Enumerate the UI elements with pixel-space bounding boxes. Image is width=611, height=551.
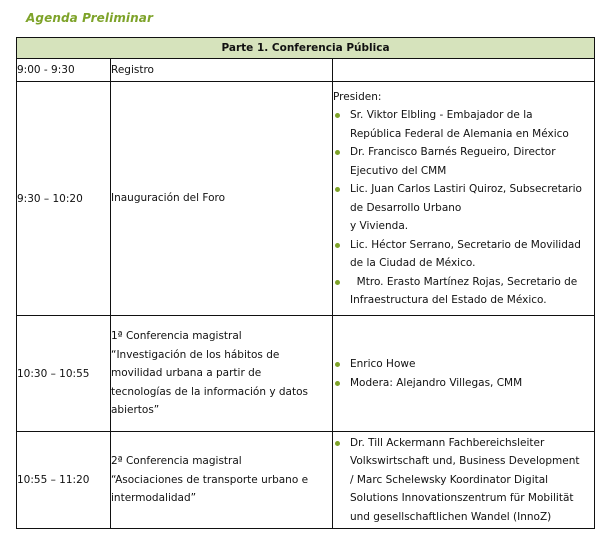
session-cell [111, 316, 333, 432]
bullet-line [333, 291, 594, 310]
document-title: Agenda Preliminar [26, 11, 154, 25]
table-row [17, 432, 595, 529]
bullet-text: Sr. Viktor Elbling - Embajador de la [350, 109, 533, 121]
session-cell [111, 59, 333, 82]
bullet-text: Mtro. Erasto Martínez Rojas, Secretario de [350, 275, 578, 288]
bullet-text: Modera: Alejandro Villegas, CMM [350, 376, 523, 389]
bullet-text: de la Ciudad de México. [350, 257, 476, 269]
session-cell [111, 432, 333, 529]
bullet-text: de Desarrollo Urbano [350, 201, 462, 214]
time-cell [17, 82, 111, 316]
session-line: Inauguración del Foro [111, 192, 225, 205]
bullet-dot-icon [335, 280, 340, 285]
time-cell [17, 432, 111, 529]
details-cell [333, 432, 595, 529]
bullet-line [333, 162, 594, 181]
bullet-line [333, 199, 594, 218]
bullet-line [333, 508, 594, 527]
session-line: “Investigación de los hábitos de [111, 348, 280, 361]
session-line: 1ª Conferencia magistral [111, 330, 242, 343]
session-cell [111, 82, 333, 316]
bullet-text: Ejecutivo del CMM [350, 164, 447, 177]
session-line: abiertos” [111, 404, 160, 417]
bullet-dot-icon [335, 243, 340, 248]
presiden-label: Presiden: [333, 90, 382, 103]
time-slot: 10:55 – 11:20 [17, 474, 90, 486]
bullet-text: Solutions Innovationszentrum für Mobilität [350, 492, 574, 505]
bullet-dot-icon [335, 381, 340, 386]
session-line: Registro [111, 63, 154, 76]
time-cell [17, 316, 111, 432]
bullet-line [333, 273, 594, 292]
table-row [17, 82, 595, 316]
time-slot: 9:30 – 10:20 [17, 192, 83, 205]
bullet-text: y Vivienda. [350, 220, 409, 232]
bullet-text: República Federal de Alemania en México [350, 127, 569, 140]
table-header: Parte 1. Conferencia Pública [17, 38, 595, 59]
bullet-list [333, 106, 594, 310]
session-line: 2ª Conferencia magistral [111, 455, 242, 468]
bullet-list [333, 434, 594, 527]
table-row [17, 316, 595, 432]
bullet-dot-icon [335, 362, 340, 367]
session-line: “Asociaciones de transporte urbano e [111, 473, 309, 486]
bullet-text: / Marc Schelewsky Koordinator Digital [350, 473, 549, 486]
bullet-text: Enrico Howe [350, 358, 416, 370]
bullet-text: Dr. Till Ackermann Fachbereichsleiter [350, 436, 545, 449]
bullet-line [333, 374, 594, 393]
details-cell [333, 316, 595, 432]
bullet-dot-icon [335, 441, 340, 446]
bullet-line [333, 254, 594, 273]
bullet-line [333, 143, 594, 162]
bullet-text: und gesellschaftlichen Wandel (InnoZ) [350, 510, 552, 523]
time-slot: 9:00 - 9:30 [17, 64, 75, 76]
bullet-line [333, 471, 594, 490]
bullet-line [333, 217, 594, 236]
bullet-line [333, 489, 594, 508]
bullet-line [333, 236, 594, 255]
session-line: tecnologías de la información y datos [111, 385, 309, 398]
bullet-dot-icon [335, 187, 340, 192]
bullet-line [333, 106, 594, 125]
bullet-line [333, 355, 594, 374]
bullet-dot-icon [335, 113, 340, 118]
details-cell [333, 82, 595, 316]
table-row [17, 59, 595, 82]
bullet-dot-icon [335, 150, 340, 155]
time-cell [17, 59, 111, 82]
bullet-text: Volkswirtschaft und, Business Development [350, 455, 580, 468]
bullet-text: Lic. Héctor Serrano, Secretario de Movilidad [350, 238, 581, 251]
bullet-line [333, 434, 594, 453]
bullet-list [333, 355, 594, 392]
bullet-line [333, 180, 594, 199]
session-line: movilidad urbana a partir de [111, 367, 262, 380]
bullet-line [333, 452, 594, 471]
session-line: intermodalidad” [111, 492, 197, 505]
time-slot: 10:30 – 10:55 [17, 367, 90, 380]
agenda-table [16, 37, 595, 529]
details-cell [333, 59, 595, 82]
bullet-text: Infraestructura del Estado de México. [350, 294, 547, 306]
bullet-line [333, 125, 594, 144]
bullet-text: Dr. Francisco Barnés Regueiro, Director [350, 146, 556, 158]
bullet-text: Lic. Juan Carlos Lastiri Quiroz, Subsecretario [350, 183, 582, 195]
